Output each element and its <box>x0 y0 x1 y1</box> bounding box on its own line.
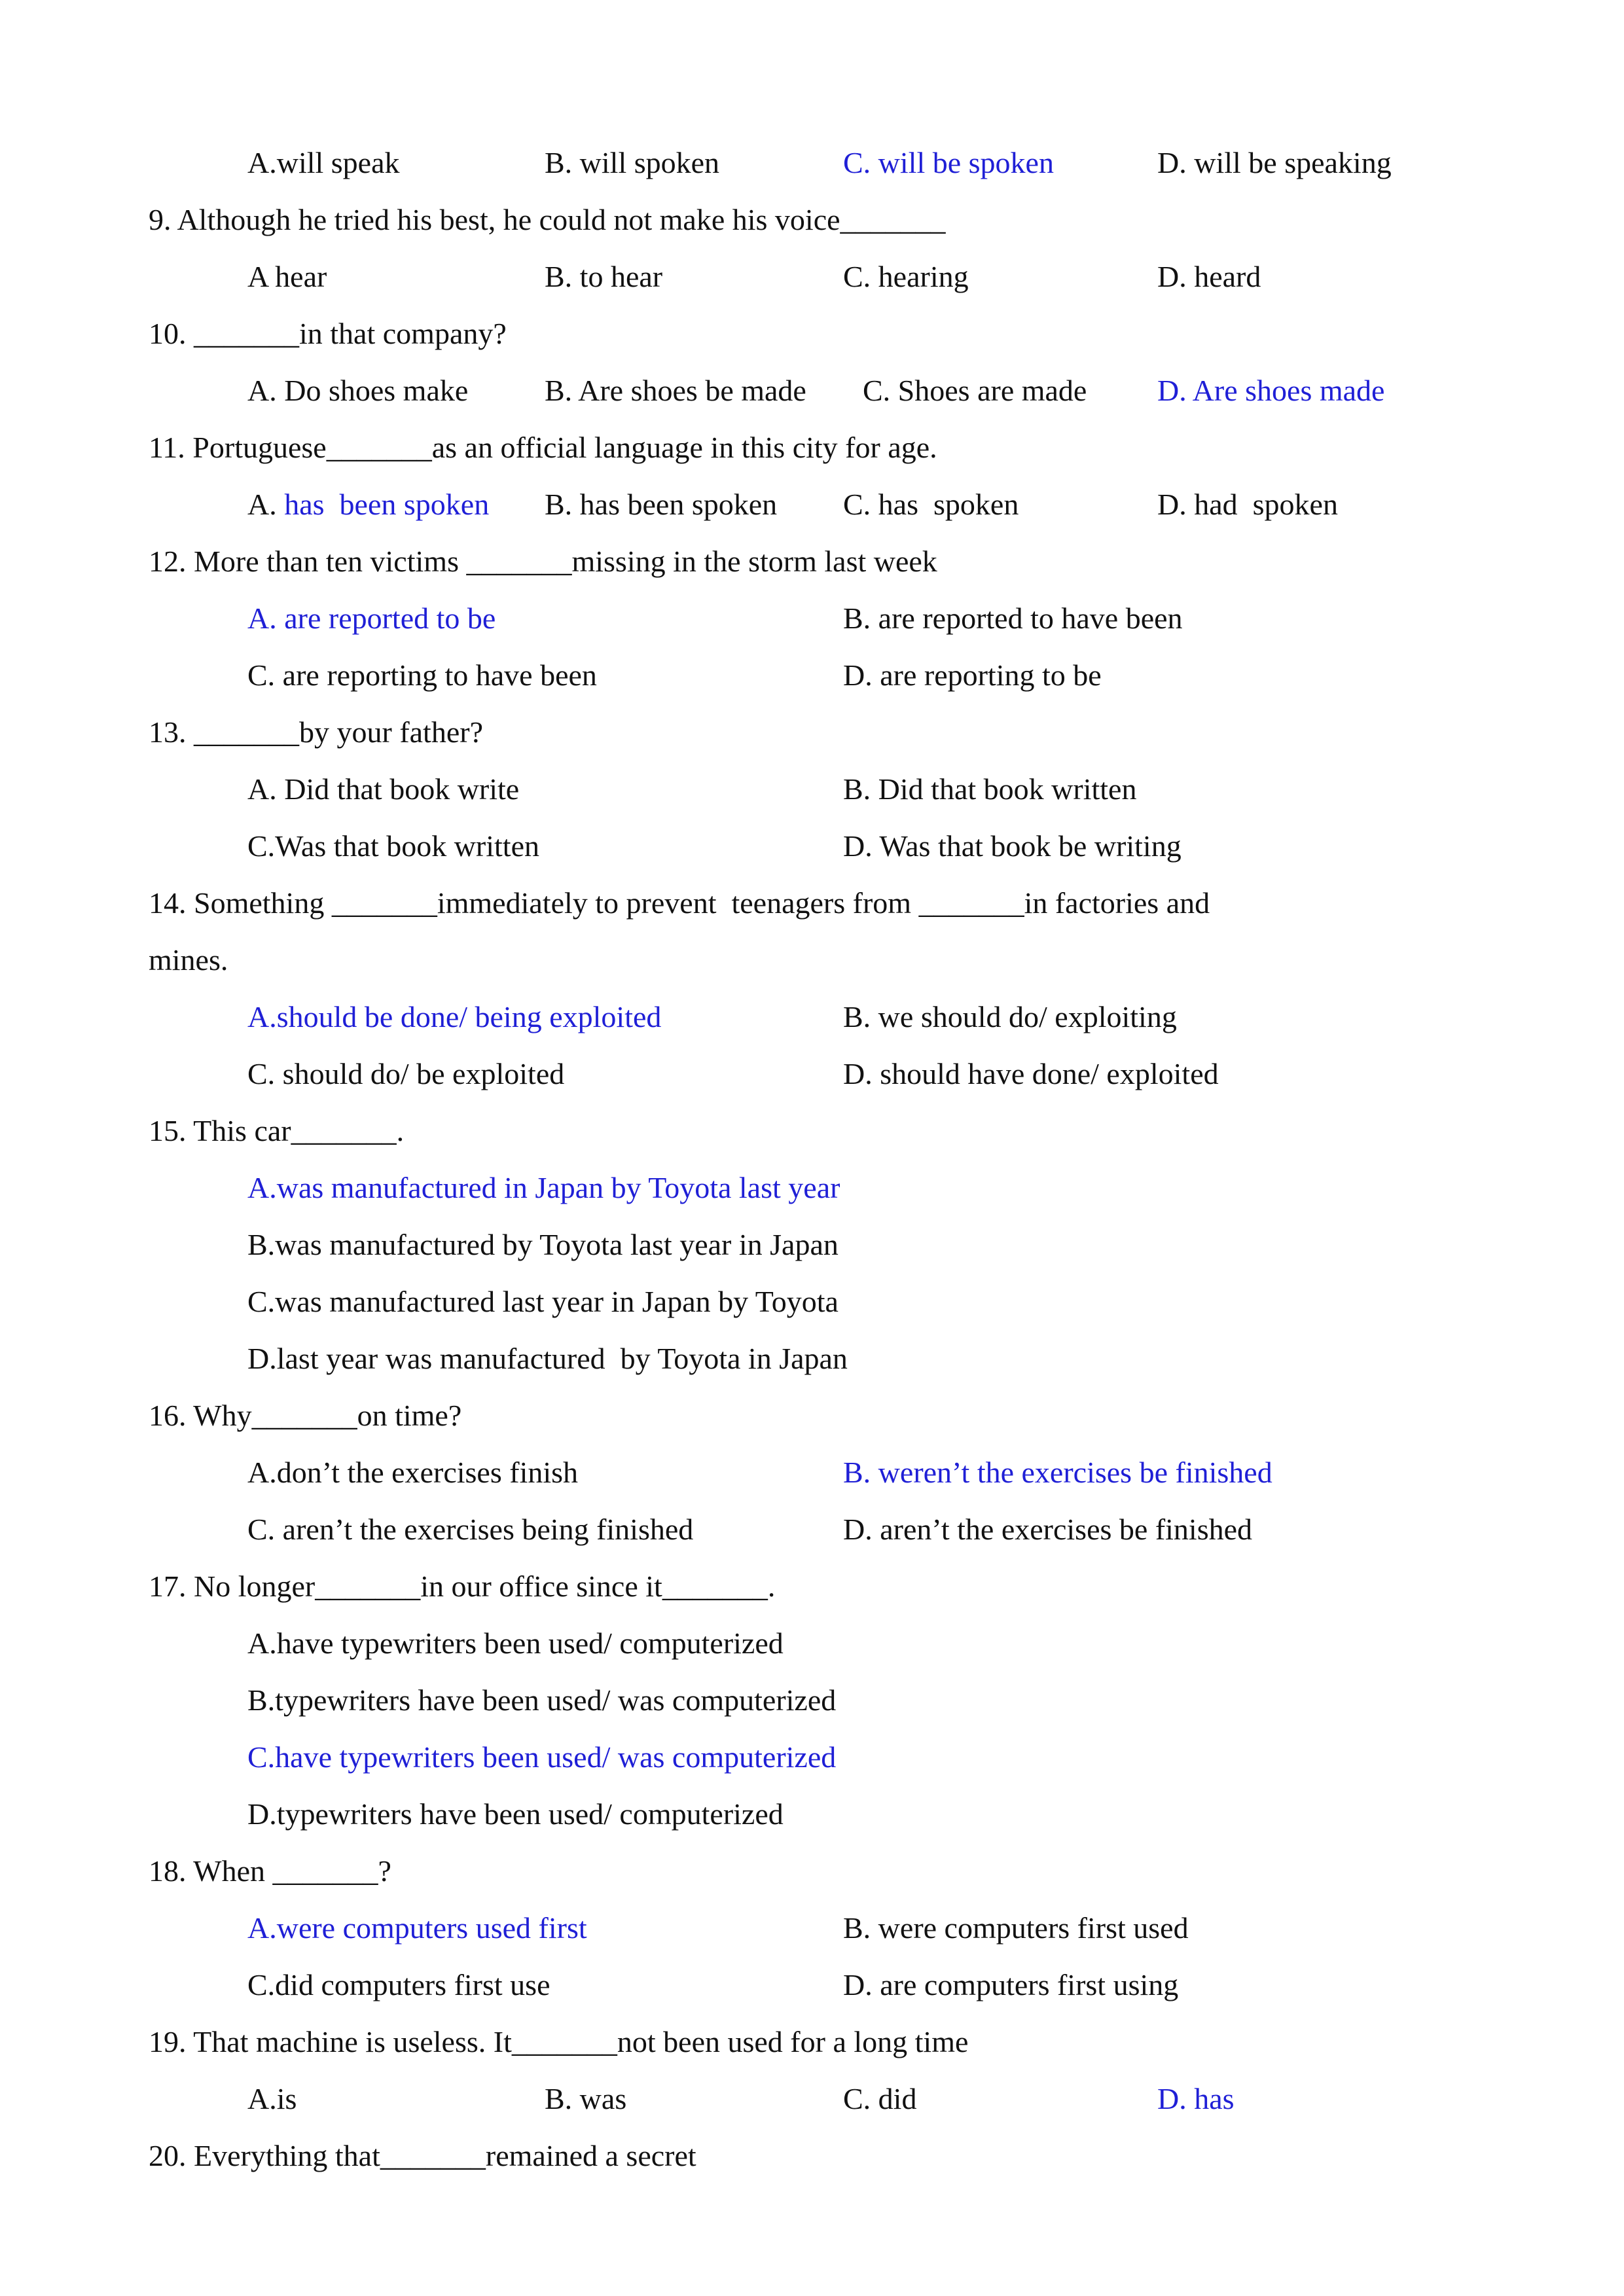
q12-option-c: C. are reporting to have been <box>247 658 597 692</box>
q11-option-a <box>247 490 489 520</box>
q10-option-b: B. Are shoes be made <box>545 374 806 407</box>
q8-option-d: D. will be speaking <box>1157 146 1392 179</box>
q14-option-b: B. we should do/ exploiting <box>843 1000 1177 1033</box>
q16-option-b-answer: B. weren’t the exercises be finished <box>843 1456 1272 1489</box>
q19-option-b: B. was <box>545 2082 627 2115</box>
q13-option-b: B. Did that book written <box>843 772 1137 806</box>
q13-option-c: C.Was that book written <box>247 829 540 863</box>
q15-option-b: B.was manufactured by Toyota last year in Japan <box>247 1228 839 1261</box>
q11-option-a-letter: A. <box>247 488 277 521</box>
q16-option-d: D. aren’t the exercises be finished <box>843 1513 1253 1546</box>
q19-option-a: A.is <box>247 2082 297 2115</box>
q11-option-d: D. had spoken <box>1157 488 1338 521</box>
q9-stem: 9. Although he tried his best, he could not make his voice_______ <box>149 203 946 236</box>
q18-option-b: B. were computers first used <box>843 1911 1189 1945</box>
q9-option-d: D. heard <box>1157 260 1261 293</box>
q9-option-a: A hear <box>247 260 327 293</box>
q12-option-a-answer: A. are reported to be <box>247 601 496 635</box>
q17-option-c-answer: C.have typewriters been used/ was computerized <box>247 1740 837 1774</box>
q15-option-a-answer: A.was manufactured in Japan by Toyota last year <box>247 1171 840 1204</box>
q8-option-b: B. will spoken <box>545 146 720 179</box>
q19-stem: 19. That machine is useless. It_______not been used for a long time <box>149 2025 969 2058</box>
q10-option-c: C. Shoes are made <box>863 374 1087 407</box>
q12-stem: 12. More than ten victims _______missing in the storm last week <box>149 545 937 578</box>
q10-option-a: A. Do shoes make <box>247 374 469 407</box>
q17-stem: 17. No longer_______in our office since it_______. <box>149 1570 776 1603</box>
q9-option-c: C. hearing <box>843 260 969 293</box>
q18-option-a-answer: A.were computers used first <box>247 1911 587 1945</box>
q18-option-c: C.did computers first use <box>247 1968 550 2001</box>
q10-stem: 10. _______in that company? <box>149 317 507 350</box>
q15-stem: 15. This car_______. <box>149 1114 405 1147</box>
q9-option-b: B. to hear <box>545 260 663 293</box>
q14-option-c: C. should do/ be exploited <box>247 1057 565 1090</box>
q20-stem: 20. Everything that_______remained a secret <box>149 2139 696 2172</box>
q8-option-a: A.will speak <box>247 146 400 179</box>
q11-option-b: B. has been spoken <box>545 488 778 521</box>
q12-option-d: D. are reporting to be <box>843 658 1102 692</box>
q14-option-d: D. should have done/ exploited <box>843 1057 1219 1090</box>
q8-option-c-answer: C. will be spoken <box>843 146 1054 179</box>
q19-option-d-answer: D. has <box>1157 2082 1235 2115</box>
q18-stem: 18. When _______? <box>149 1854 391 1888</box>
q12-option-b: B. are reported to have been <box>843 601 1183 635</box>
q10-option-d-answer: D. Are shoes made <box>1157 374 1385 407</box>
q19-option-c: C. did <box>843 2082 917 2115</box>
q13-option-a: A. Did that book write <box>247 772 520 806</box>
q11-stem: 11. Portuguese_______as an official language in this city for age. <box>149 431 937 464</box>
q17-option-a: A.have typewriters been used/ computerized <box>247 1626 784 1660</box>
q18-option-d: D. are computers first using <box>843 1968 1179 2001</box>
q13-stem: 13. _______by your father? <box>149 715 483 749</box>
q17-option-b: B.typewriters have been used/ was computerized <box>247 1683 837 1717</box>
q16-option-c: C. aren’t the exercises being finished <box>247 1513 694 1546</box>
q13-option-d: D. Was that book be writing <box>843 829 1182 863</box>
q17-option-d: D.typewriters have been used/ computerized <box>247 1797 784 1831</box>
q15-option-c: C.was manufactured last year in Japan by Toyota <box>247 1285 839 1318</box>
q14-stem-line1: 14. Something _______immediately to prevent teenagers from _______in factories and <box>149 886 1210 920</box>
q11-option-c: C. has spoken <box>843 488 1019 521</box>
q14-option-a-answer: A.should be done/ being exploited <box>247 1000 662 1033</box>
q15-option-d: D.last year was manufactured by Toyota in Japan <box>247 1342 848 1375</box>
q14-stem-line2: mines. <box>149 943 228 977</box>
q16-option-a: A.don’t the exercises finish <box>247 1456 579 1489</box>
q16-stem: 16. Why_______on time? <box>149 1399 462 1432</box>
q11-option-a-answer-text: has been spoken <box>284 488 490 521</box>
